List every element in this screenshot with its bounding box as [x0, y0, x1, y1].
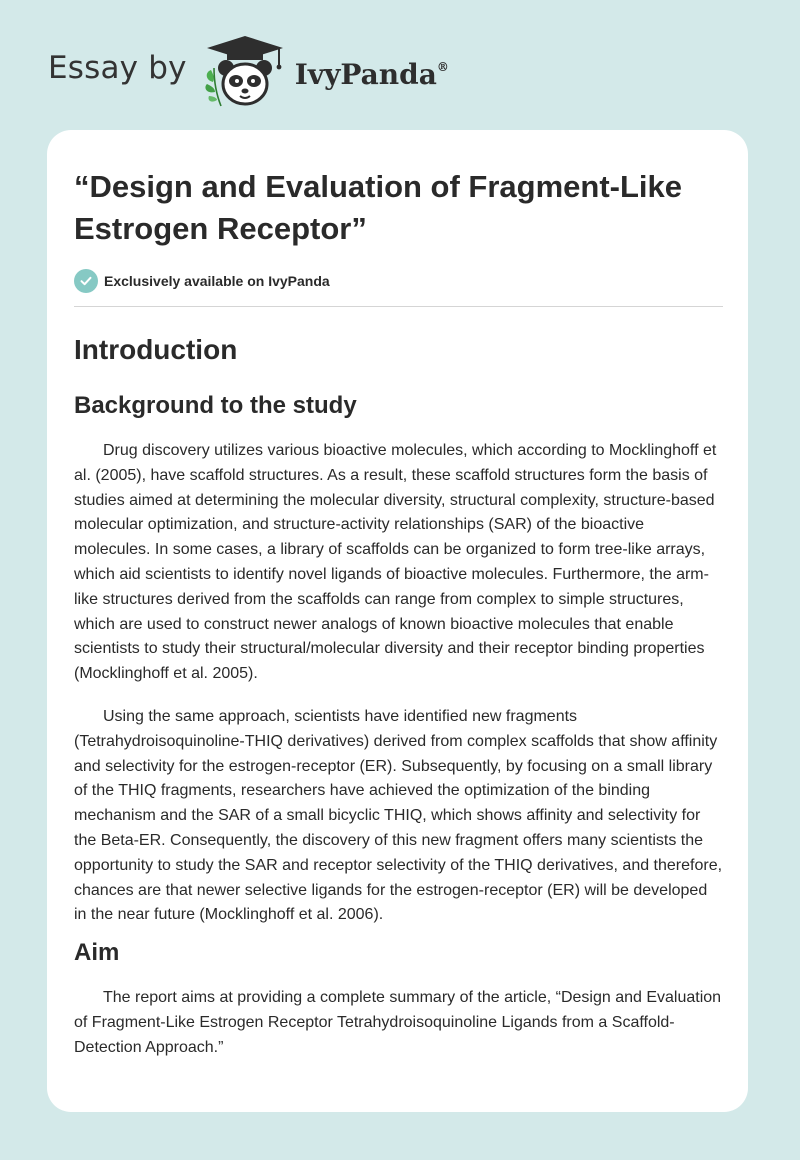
section-heading-introduction: Introduction [74, 334, 238, 365]
essay-card [47, 130, 748, 1112]
essay-title: “Design and Evaluation of Fragment-Like Estrogen Receptor” [74, 169, 683, 246]
brand-prefix: Essay by [48, 50, 187, 86]
check-circle-icon [74, 269, 98, 293]
subheading-aim: Aim [74, 939, 120, 967]
paragraph-background-1: Drug discovery utilizes various bioactive molecules, which according to Mocklinghoff et al. (2005), have scaffold structures. As a result, these scaffold structures form the basis of studies aimed at determining the molecular diversity, structural complexity, structure-based molecular optimization, and structure-activity relationships (SAR) of the bioactive molecules. In some cases, a library of scaffolds can be organized to form tree-like arrays, which aid scientists to identify novel ligands of bioactive molecules. Furthermore, the arm-like structures derived from the scaffolds can range from complex to simple structures, which are used to construct newer analogs of known bioactive molecules that enable scientists to study their structural/molecular diversity and their receptor binding properties (Mocklinghoff et al. 2005). [74, 442, 717, 683]
paragraph-background-2: Using the same approach, scientists have identified new fragments (Tetrahydroisoquinoline-THIQ derivatives) derived from complex scaffolds that show affinity and selectivity for the estrogen-receptor (ER). Subsequently, by focusing on a small library of the THIQ fragments, researchers have achieved the optimization of the binding mechanism and the SAR of a small bicyclic THIQ, which shows affinity and selectivity for the Beta-ER. Consequently, the discovery of this new fragment offers many scientists the opportunity to study the SAR and receptor selectivity of the THIQ derivatives, and therefore, chances are that newer selective ligands for the estrogen-receptor (ER) will be developed in the near future (Mocklinghoff et al. 2006). [74, 707, 723, 924]
subheading-background: Background to the study [74, 392, 357, 419]
essay-content [74, 130, 723, 1061]
exclusive-badge [74, 269, 723, 293]
brand-header[interactable] [48, 34, 449, 110]
paragraph-aim: The report aims at providing a complete summary of the article, “Design and Evaluation of Fragment-Like Estrogen Receptor Tetrahydroisoquinoline Ligands from a Scaffold-Detection Approach.” [74, 989, 722, 1056]
panda-graduate-icon [199, 34, 291, 110]
brand-name: IvyPanda® [294, 57, 449, 91]
exclusive-label: Exclusively available on IvyPanda [104, 273, 330, 289]
title-divider [74, 306, 723, 307]
